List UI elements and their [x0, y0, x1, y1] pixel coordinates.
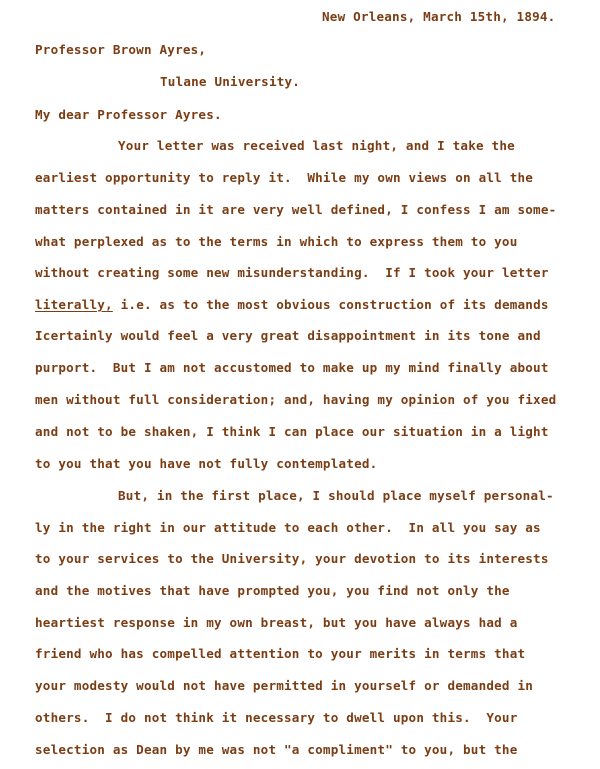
body-line: earliest opportunity to reply it. While my own views on all the [35, 170, 534, 185]
body-line: friend who has compelled attention to your merits in terms that [35, 646, 526, 661]
body-line: men without full consideration; and, having my opinion of you fixed [35, 392, 557, 407]
body-line: what perplexed as to the terms in which to express them to you [35, 234, 518, 249]
body-line: your modesty would not have permitted in yourself or demanded in [35, 678, 534, 693]
body-line: matters contained in it are very well defined, I confess I am some- [35, 202, 557, 217]
body-line-with-underline [35, 297, 549, 313]
body-line: purport. But I am not accustomed to make up my mind finally about [35, 360, 549, 375]
body-line: without creating some new misunderstanding. If I took your letter [35, 265, 549, 280]
body-line: Icertainly would feel a very great disappointment in its tone and [35, 328, 541, 343]
recipient-affiliation: Tulane University. [160, 74, 301, 89]
body-line: ly in the right in our attitude to each other. In all you say as [35, 520, 541, 535]
body-line: and the motives that have prompted you, you find not only the [35, 583, 510, 598]
body-line: But, in the first place, I should place myself personal- [118, 488, 554, 503]
recipient-name: Professor Brown Ayres, [35, 42, 207, 57]
body-line: others. I do not think it necessary to dwell upon this. Your [35, 710, 518, 725]
salutation: My dear Professor Ayres. [35, 107, 222, 122]
underlined-word: literally, [35, 297, 113, 312]
body-line: heartiest response in my own breast, but you have always had a [35, 615, 518, 630]
body-line: to your services to the University, your devotion to its interests [35, 551, 549, 566]
body-line: and not to be shaken, I think I can place our situation in a light [35, 424, 549, 439]
body-line: to you that you have not fully contemplated. [35, 456, 378, 471]
body-line: Your letter was received last night, and I take the [118, 138, 515, 153]
body-line-rest: i.e. as to the most obvious construction of its demands [120, 297, 549, 312]
body-line: selection as Dean by me was not "a compliment" to you, but the [35, 742, 518, 757]
dateline: New Orleans, March 15th, 1894. [322, 9, 556, 24]
